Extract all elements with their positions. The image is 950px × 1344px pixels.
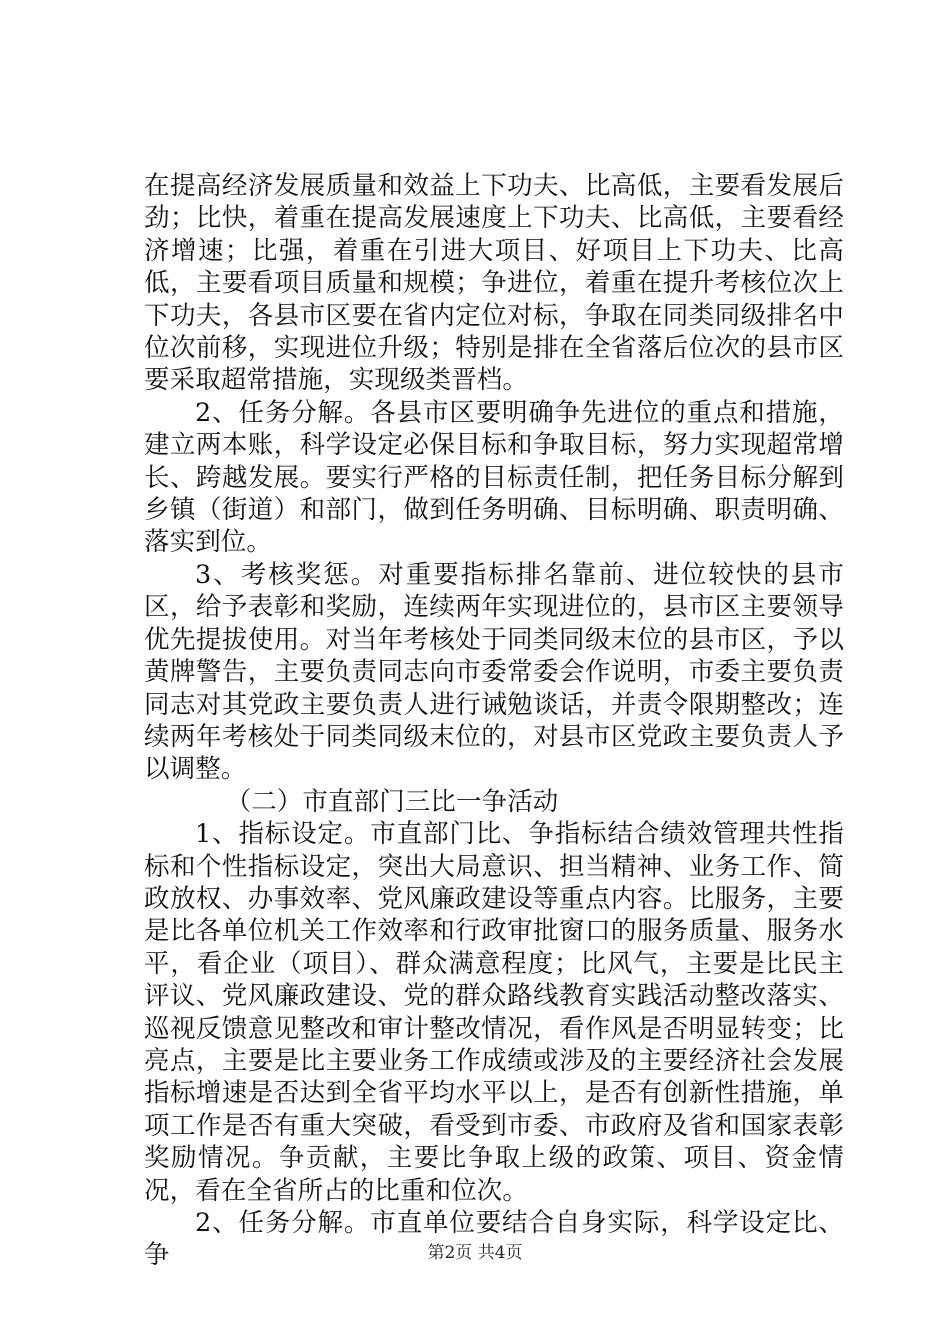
section-heading-text: （二）市直部门三比一争活动 [225, 786, 559, 817]
paragraph-indicator-setting: 1、指标设定。市直部门比、争指标结合绩效管理共性指标和个性指标设定，突出大局意识、担当精神、业务工作、简政放权、办事效率、党风廉政建设等重点内容。比服务，主要是比各单位机关工作效率和行政审批窗口的服务质量、服务水平，看企业（项目）、群众满意程度；比风气，主要是比民主评议、党风廉政建设、党的群众路线教育实践活动整改落实、巡视反馈意见整改和审计整改情况，看作风是否明显转变；比亮点，主要是比主要业务工作成绩或涉及的主要经济社会发展指标增速是否达到全省平均水平以上，是否有创新性措施，单项工作是否有重大突破，看受到市委、市政府及省和国家表彰奖励情况。争贡献，主要比争取上级的政策、项目、资金情况，看在全省所占的比重和位次。 [144, 819, 844, 1206]
document-body [144, 170, 844, 1272]
paragraph-task-breakdown-2: 2、任务分解。市直单位要结合自身实际，科学设定比、争 [144, 1208, 844, 1271]
paragraph-continuation: 在提高经济发展质量和效益上下功夫、比高低，主要看发展后劲；比快，着重在提高发展速度上下功夫、比高低，主要看经济增速；比强，着重在引进大项目、好项目上下功夫、比高低，主要看项目质量和规模；争进位，着重在提升考核位次上下功夫，各县市区要在省内定位对标，争取在同类同级排名中位次前移，实现进位升级；特别是排在全省落后位次的县市区要采取超常措施，实现级类晋档。 [144, 171, 844, 396]
paragraph-assessment: 3、考核奖惩。对重要指标排名靠前、进位较快的县市区，给予表彰和奖励，连续两年实现进位的，县市区主要领导优先提拔使用。对当年考核处于同类同级末位的县市区，予以黄牌警告，主要负责同志向市委常委会作说明，市委主要负责同志对其党政主要负责人进行诫勉谈话，并责令限期整改；连续两年考核处于同类同级末位的，对县市区党政主要负责人予以调整。 [144, 559, 844, 785]
page-footer: 第2页 共4页 [427, 1243, 523, 1263]
paragraph-task-breakdown: 2、任务分解。各县市区要明确争先进位的重点和措施，建立两本账，科学设定必保目标和争取目标，努力实现超常增长、跨越发展。要实行严格的目标责任制，把任务目标分解到乡镇（街道）和部门，做到任务明确、目标明确、职责明确、落实到位。 [144, 397, 844, 558]
section-heading [144, 786, 844, 818]
